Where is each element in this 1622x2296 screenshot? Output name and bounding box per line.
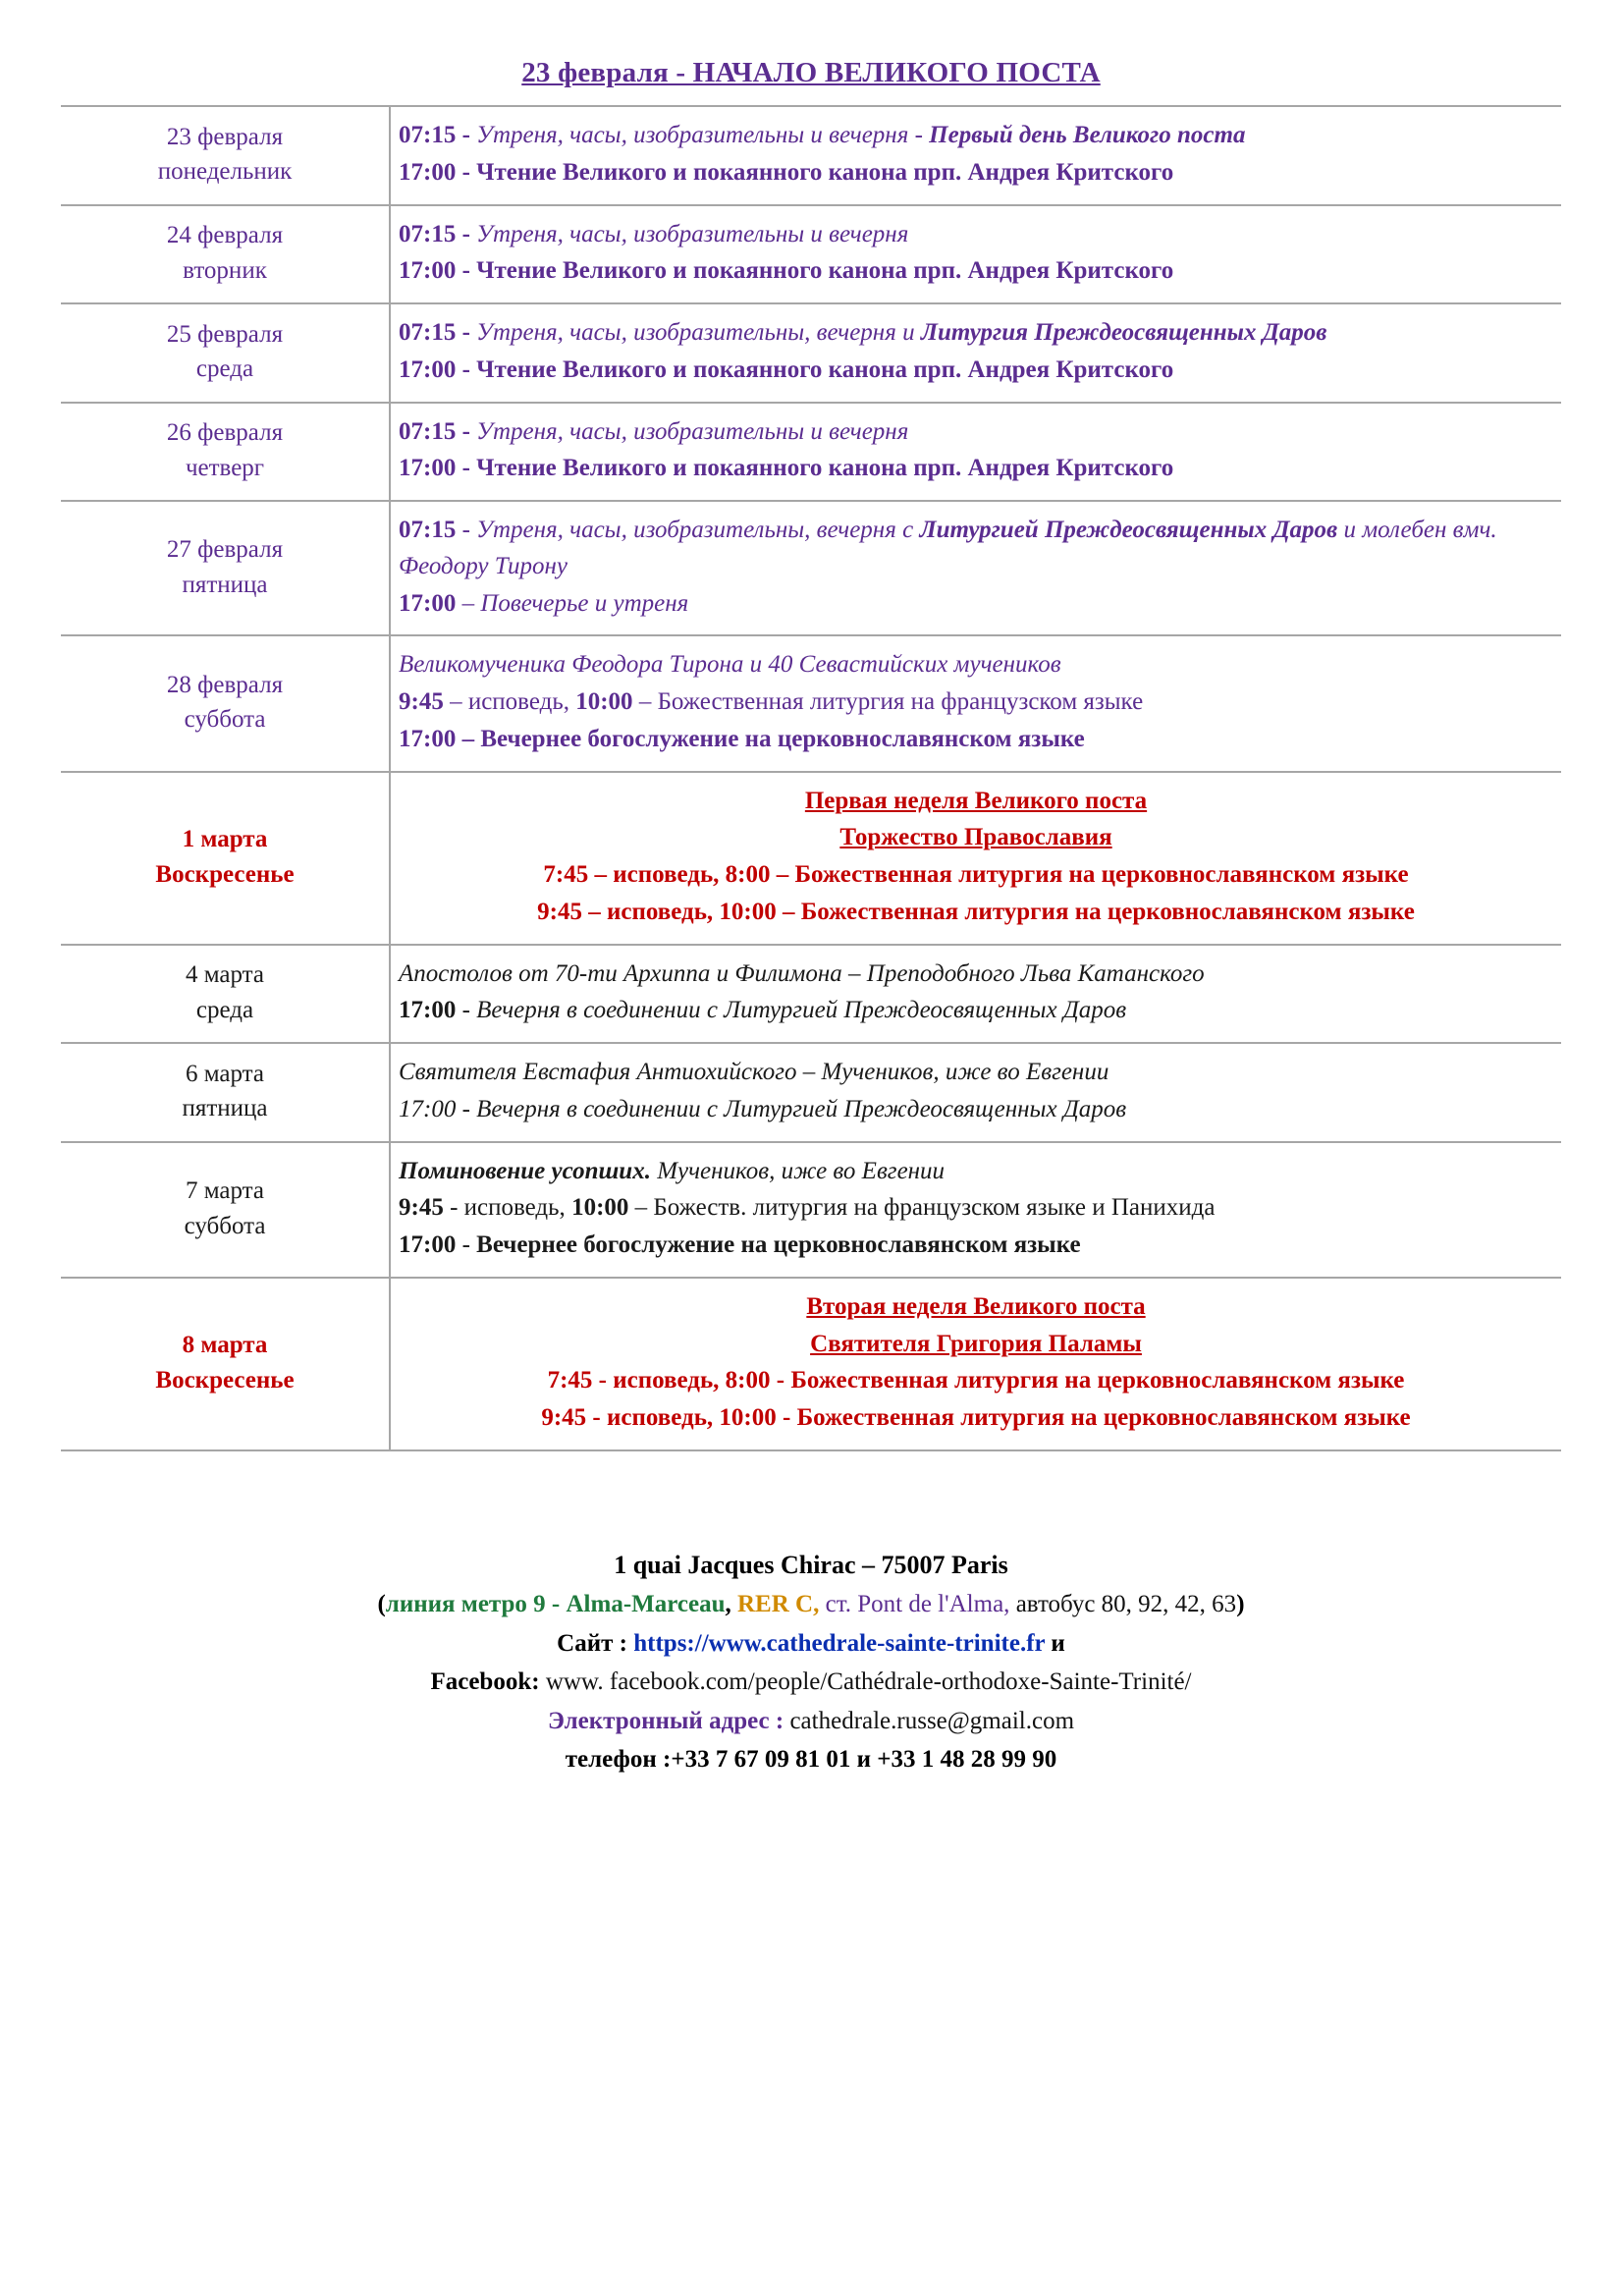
- event-text-segment: 17:00 - Вечерня в соединении с Литургией Преждеосвященных Даров: [399, 1095, 1127, 1122]
- event-text-segment: Первый день Великого поста: [929, 122, 1246, 148]
- event-text-segment: 07:15 -: [399, 122, 477, 148]
- event-line: [399, 253, 1553, 290]
- rer-info: RER C,: [737, 1591, 820, 1618]
- website-suffix: и: [1045, 1629, 1065, 1657]
- events-cell: [390, 635, 1561, 771]
- facebook-url[interactable]: www. facebook.com/people/Cathédrale-orthodoxe-Sainte-Trinité/: [539, 1668, 1192, 1696]
- event-text-segment: 10:00: [575, 688, 633, 715]
- event-line: [399, 895, 1553, 931]
- events-cell: [390, 501, 1561, 635]
- event-line: [399, 957, 1553, 993]
- event-text-segment: Мучеников, иже во Евгении: [650, 1157, 946, 1184]
- table-row: [61, 945, 1561, 1044]
- event-text-segment: 17:00 – Вечернее богослужение на церковнославянском языке: [399, 725, 1085, 752]
- schedule-table: [61, 105, 1561, 1451]
- event-text-segment: Святителя Евстафия Антиохийского – Мучеников, иже во Евгении: [399, 1059, 1109, 1085]
- day-date: 28 февраля: [166, 671, 284, 698]
- day-weekday: вторник: [183, 256, 267, 284]
- event-text-segment: 9:45: [399, 688, 444, 715]
- event-text-segment: 17:00: [399, 997, 457, 1024]
- event-text-segment: 17:00 - Чтение Великого и покаянного канона прп. Андрея Критского: [399, 158, 1174, 186]
- events-cell: [390, 205, 1561, 304]
- event-line: [399, 513, 1553, 585]
- day-cell: [61, 1278, 390, 1450]
- email-address[interactable]: cathedrale.russe@gmail.com: [789, 1707, 1075, 1734]
- events-cell: [390, 1043, 1561, 1142]
- email-label: Электронный адрес :: [547, 1707, 790, 1734]
- event-text-segment: 7:45 – исповедь, 8:00 – Божественная литургия на церковнославянском языке: [543, 861, 1409, 888]
- phone-number-1: +33 7 67 09 81 01: [671, 1746, 851, 1774]
- event-line: [399, 315, 1553, 352]
- day-date: 23 февраля: [166, 123, 284, 150]
- address-text: 1 quai Jacques Chirac – 75007 Paris: [614, 1550, 1008, 1579]
- event-text-segment: 07:15 -: [399, 220, 477, 247]
- event-line: [399, 451, 1553, 487]
- day-weekday: четверг: [185, 454, 265, 481]
- event-line: [399, 1055, 1553, 1091]
- event-text-segment: 9:45 – исповедь, 10:00 – Божественная литургия на церковнославянском языке: [537, 898, 1415, 925]
- event-line: [399, 647, 1553, 683]
- table-row: [61, 772, 1561, 945]
- event-text-segment: 9:45 - исповедь, 10:00 - Божественная литургия на церковнославянском языке: [541, 1404, 1411, 1431]
- table-row: [61, 205, 1561, 304]
- table-row: [61, 106, 1561, 205]
- event-line: [399, 1092, 1553, 1128]
- event-line: [399, 155, 1553, 191]
- event-line: [399, 1154, 1553, 1190]
- event-text-segment: Литургия Преждеосвященных Даров: [920, 319, 1327, 346]
- event-text-segment: Вторая неделя Великого поста: [806, 1292, 1146, 1320]
- day-cell: [61, 1043, 390, 1142]
- events-cell: [390, 945, 1561, 1044]
- day-date: 25 февраля: [166, 320, 284, 348]
- table-row: [61, 1043, 1561, 1142]
- event-text-segment: Утреня, часы, изобразительны и вечерня -: [476, 122, 930, 148]
- metro-info: линия метро 9 - Alma-Marceau: [385, 1591, 726, 1618]
- event-line: [399, 784, 1553, 820]
- day-cell: [61, 205, 390, 304]
- event-text-segment: Утреня, часы, изобразительны, вечерня и: [476, 319, 921, 346]
- event-text-segment: 17:00 - Чтение Великого и покаянного канона прп. Андрея Критского: [399, 257, 1174, 285]
- footer-address-line: [61, 1546, 1561, 1585]
- event-text-segment: Торжество Православия: [839, 824, 1112, 851]
- event-line: [399, 1228, 1553, 1264]
- event-line: [399, 993, 1553, 1029]
- event-line: [399, 217, 1553, 253]
- event-text-segment: Вечернее богослужение на церковнославянском языке: [476, 1231, 1081, 1258]
- day-date: 8 марта: [182, 1332, 268, 1359]
- event-text-segment: -: [456, 1231, 477, 1258]
- events-cell: [390, 1142, 1561, 1278]
- transport-comma: ,: [725, 1591, 737, 1618]
- title-container: [61, 39, 1561, 105]
- event-text-segment: – Божеств. литургия на французском языке и Панихида: [628, 1194, 1216, 1222]
- day-cell: [61, 772, 390, 945]
- day-weekday: среда: [195, 355, 254, 383]
- table-row: [61, 303, 1561, 403]
- event-line: [399, 722, 1553, 758]
- day-weekday: Воскресенье: [155, 860, 295, 888]
- day-date: 4 марта: [186, 961, 264, 989]
- table-row: [61, 403, 1561, 502]
- phone-conjunction: и: [850, 1746, 878, 1774]
- event-line: [399, 1289, 1553, 1326]
- day-date: 6 марта: [186, 1060, 264, 1087]
- event-text-segment: Поминовение усопших.: [399, 1157, 651, 1184]
- event-line: [399, 586, 1553, 623]
- event-text-segment: 17:00 - Чтение Великого и покаянного канона прп. Андрея Критского: [399, 355, 1174, 383]
- day-cell: [61, 635, 390, 771]
- day-date: 1 марта: [182, 826, 268, 852]
- day-cell: [61, 1142, 390, 1278]
- event-text-segment: - исповедь,: [443, 1194, 572, 1222]
- event-text-segment: 17:00: [399, 589, 457, 617]
- event-line: [399, 684, 1553, 721]
- event-text-segment: Святителя Григория Паламы: [810, 1330, 1142, 1357]
- events-cell: [390, 772, 1561, 945]
- event-text-segment: – исповедь,: [443, 688, 576, 715]
- page-title: 23 февраля - НАЧАЛО ВЕЛИКОГО ПОСТА: [521, 57, 1101, 88]
- day-cell: [61, 501, 390, 635]
- event-line: [399, 1400, 1553, 1437]
- stop-info: ст. Pont de l'Alma,: [819, 1591, 1010, 1618]
- event-text-segment: 10:00: [571, 1194, 629, 1222]
- event-text-segment: 7:45 - исповедь, 8:00 - Божественная литургия на церковнославянском языке: [547, 1367, 1405, 1394]
- events-cell: [390, 403, 1561, 502]
- events-cell: [390, 106, 1561, 205]
- event-text-segment: Первая неделя Великого поста: [804, 787, 1148, 814]
- event-text-segment: – Божественная литургия на французском языке: [632, 688, 1144, 715]
- website-url[interactable]: https://www.cathedrale-sainte-trinite.fr: [633, 1629, 1046, 1657]
- table-row: [61, 1278, 1561, 1450]
- event-text-segment: Апостолов от 70-ти Архиппа и Филимона – Преподобного Льва Катанского: [399, 959, 1205, 987]
- table-row: [61, 1142, 1561, 1278]
- footer-phone-line: [61, 1741, 1561, 1778]
- day-weekday: пятница: [182, 571, 268, 598]
- event-text-segment: Утреня, часы, изобразительны и вечерня: [476, 220, 909, 247]
- phone-label: телефон :: [565, 1746, 672, 1774]
- events-cell: [390, 303, 1561, 403]
- footer-website-line: [61, 1625, 1561, 1663]
- day-date: 26 февраля: [166, 419, 284, 447]
- day-cell: [61, 106, 390, 205]
- event-text-segment: 07:15 -: [399, 319, 477, 346]
- event-text-segment: Великомученика Феодора Тирона и 40 Севастийских мучеников: [399, 651, 1061, 679]
- event-line: [399, 414, 1553, 451]
- event-line: [399, 1327, 1553, 1363]
- day-cell: [61, 403, 390, 502]
- phone-number-2: +33 1 48 28 99 90: [877, 1746, 1057, 1774]
- day-weekday: Воскресенье: [155, 1366, 295, 1394]
- event-line: [399, 1363, 1553, 1399]
- event-text-segment: 9:45: [399, 1194, 444, 1222]
- event-line: [399, 1190, 1553, 1227]
- event-text-segment: 17:00 - Чтение Великого и покаянного канона прп. Андрея Критского: [399, 455, 1174, 482]
- events-cell: [390, 1278, 1561, 1450]
- event-text-segment: – Повечерье и утреня: [456, 589, 689, 617]
- event-line: [399, 857, 1553, 894]
- footer-email-line: [61, 1703, 1561, 1740]
- footer-transport-line: [61, 1586, 1561, 1623]
- website-label: Сайт :: [557, 1629, 634, 1657]
- event-text-segment: Утреня, часы, изобразительны и вечерня: [476, 417, 909, 445]
- table-row: [61, 501, 1561, 635]
- footer-facebook-line: [61, 1664, 1561, 1701]
- event-text-segment: - Вечерня в соединении с Литургией Преждеосвященных Даров: [456, 997, 1127, 1024]
- event-text-segment: - Утреня, часы, изобразительны, вечерня с: [456, 517, 920, 543]
- paren-close: ): [1236, 1591, 1245, 1618]
- event-text-segment: 07:15: [399, 517, 457, 543]
- schedule-table-body: [61, 106, 1561, 1450]
- event-line: [399, 353, 1553, 389]
- footer-contact-block: [61, 1546, 1561, 1778]
- day-weekday: суббота: [184, 1212, 266, 1239]
- event-text-segment: и молебен вмч. Феодору Тирону: [399, 517, 1497, 579]
- bus-info: автобус 80, 92, 42, 63: [1009, 1591, 1237, 1618]
- day-cell: [61, 945, 390, 1044]
- day-weekday: пятница: [182, 1095, 268, 1122]
- day-weekday: среда: [195, 996, 254, 1023]
- facebook-label: Facebook:: [430, 1668, 540, 1696]
- table-row: [61, 635, 1561, 771]
- day-date: 7 марта: [186, 1177, 264, 1205]
- event-text-segment: 07:15 -: [399, 417, 477, 445]
- paren-open: (: [377, 1591, 386, 1618]
- day-cell: [61, 303, 390, 403]
- day-date: 27 февраля: [166, 536, 284, 564]
- event-text-segment: Литургией Преждеосвященных Даров: [919, 517, 1338, 543]
- event-line: [399, 820, 1553, 856]
- day-weekday: суббота: [184, 706, 266, 734]
- event-line: [399, 118, 1553, 154]
- day-date: 24 февраля: [166, 222, 284, 249]
- day-weekday: понедельник: [157, 158, 293, 186]
- event-text-segment: 17:00: [399, 1231, 457, 1258]
